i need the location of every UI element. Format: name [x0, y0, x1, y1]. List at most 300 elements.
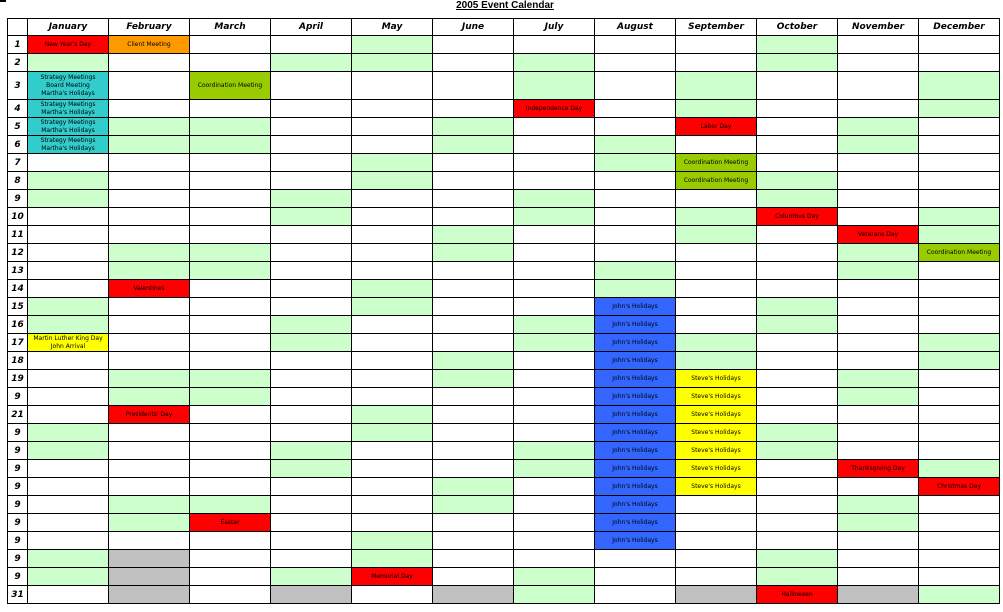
calendar-cell[interactable]	[109, 54, 190, 72]
calendar-cell[interactable]	[190, 496, 271, 514]
event-cell[interactable]	[109, 36, 190, 54]
calendar-cell[interactable]	[271, 334, 352, 352]
calendar-cell[interactable]	[757, 298, 838, 316]
calendar-cell[interactable]	[514, 316, 595, 334]
calendar-cell[interactable]	[433, 226, 514, 244]
calendar-cell[interactable]	[919, 154, 1000, 172]
calendar-cell[interactable]	[595, 72, 676, 100]
calendar-cell[interactable]	[271, 190, 352, 208]
calendar-cell[interactable]	[514, 442, 595, 460]
calendar-cell[interactable]	[919, 370, 1000, 388]
calendar-cell[interactable]	[271, 478, 352, 496]
calendar-cell[interactable]	[595, 568, 676, 586]
calendar-cell[interactable]	[676, 352, 757, 370]
calendar-cell[interactable]	[190, 424, 271, 442]
calendar-cell[interactable]	[433, 136, 514, 154]
calendar-cell[interactable]	[28, 244, 109, 262]
calendar-cell[interactable]	[190, 388, 271, 406]
calendar-cell[interactable]	[595, 586, 676, 604]
calendar-cell[interactable]	[433, 36, 514, 54]
calendar-cell[interactable]	[838, 262, 919, 280]
calendar-cell[interactable]	[352, 244, 433, 262]
calendar-cell[interactable]	[271, 154, 352, 172]
calendar-cell[interactable]	[352, 118, 433, 136]
calendar-cell[interactable]	[919, 36, 1000, 54]
calendar-cell[interactable]	[109, 334, 190, 352]
calendar-cell[interactable]	[757, 334, 838, 352]
event-cell[interactable]	[919, 244, 1000, 262]
calendar-cell[interactable]	[433, 460, 514, 478]
calendar-cell[interactable]	[190, 442, 271, 460]
calendar-cell[interactable]	[433, 550, 514, 568]
calendar-cell[interactable]	[595, 154, 676, 172]
calendar-cell[interactable]	[433, 172, 514, 190]
calendar-cell[interactable]	[109, 72, 190, 100]
calendar-cell[interactable]	[919, 54, 1000, 72]
calendar-cell[interactable]	[919, 550, 1000, 568]
calendar-cell[interactable]	[271, 532, 352, 550]
calendar-cell[interactable]	[271, 280, 352, 298]
calendar-cell[interactable]	[109, 244, 190, 262]
calendar-cell[interactable]	[190, 298, 271, 316]
calendar-cell[interactable]	[676, 334, 757, 352]
calendar-cell[interactable]	[676, 586, 757, 604]
calendar-cell[interactable]	[676, 568, 757, 586]
calendar-cell[interactable]	[757, 154, 838, 172]
calendar-cell[interactable]	[28, 370, 109, 388]
calendar-cell[interactable]	[919, 352, 1000, 370]
event-cell[interactable]	[676, 460, 757, 478]
calendar-cell[interactable]	[352, 370, 433, 388]
event-cell[interactable]	[838, 226, 919, 244]
calendar-cell[interactable]	[757, 424, 838, 442]
calendar-cell[interactable]	[514, 244, 595, 262]
calendar-cell[interactable]	[433, 54, 514, 72]
calendar-cell[interactable]	[919, 136, 1000, 154]
calendar-cell[interactable]	[352, 100, 433, 118]
calendar-cell[interactable]	[433, 532, 514, 550]
calendar-cell[interactable]	[190, 36, 271, 54]
calendar-cell[interactable]	[28, 388, 109, 406]
calendar-cell[interactable]	[433, 262, 514, 280]
calendar-cell[interactable]	[352, 352, 433, 370]
calendar-cell[interactable]	[514, 298, 595, 316]
calendar-cell[interactable]	[352, 54, 433, 72]
calendar-cell[interactable]	[757, 190, 838, 208]
calendar-cell[interactable]	[838, 316, 919, 334]
calendar-cell[interactable]	[271, 172, 352, 190]
calendar-cell[interactable]	[676, 532, 757, 550]
calendar-cell[interactable]	[271, 352, 352, 370]
calendar-cell[interactable]	[514, 424, 595, 442]
calendar-cell[interactable]	[352, 442, 433, 460]
calendar-cell[interactable]	[28, 316, 109, 334]
event-cell[interactable]	[190, 72, 271, 100]
calendar-cell[interactable]	[838, 532, 919, 550]
event-cell[interactable]	[28, 334, 109, 352]
calendar-cell[interactable]	[190, 54, 271, 72]
calendar-cell[interactable]	[514, 190, 595, 208]
calendar-cell[interactable]	[757, 550, 838, 568]
calendar-cell[interactable]	[109, 226, 190, 244]
calendar-cell[interactable]	[271, 586, 352, 604]
calendar-cell[interactable]	[757, 514, 838, 532]
calendar-cell[interactable]	[919, 262, 1000, 280]
calendar-cell[interactable]	[514, 118, 595, 136]
calendar-cell[interactable]	[433, 154, 514, 172]
calendar-cell[interactable]	[28, 442, 109, 460]
calendar-cell[interactable]	[109, 154, 190, 172]
calendar-cell[interactable]	[919, 568, 1000, 586]
calendar-cell[interactable]	[28, 460, 109, 478]
event-cell[interactable]	[595, 424, 676, 442]
calendar-cell[interactable]	[433, 316, 514, 334]
event-cell[interactable]	[595, 496, 676, 514]
calendar-cell[interactable]	[352, 36, 433, 54]
calendar-cell[interactable]	[433, 424, 514, 442]
calendar-cell[interactable]	[352, 334, 433, 352]
calendar-cell[interactable]	[109, 568, 190, 586]
calendar-cell[interactable]	[190, 226, 271, 244]
event-cell[interactable]	[676, 406, 757, 424]
calendar-cell[interactable]	[28, 532, 109, 550]
calendar-cell[interactable]	[190, 262, 271, 280]
calendar-cell[interactable]	[595, 262, 676, 280]
calendar-cell[interactable]	[919, 460, 1000, 478]
calendar-cell[interactable]	[676, 54, 757, 72]
event-cell[interactable]	[595, 334, 676, 352]
calendar-cell[interactable]	[433, 72, 514, 100]
calendar-cell[interactable]	[28, 262, 109, 280]
calendar-cell[interactable]	[595, 550, 676, 568]
calendar-cell[interactable]	[433, 568, 514, 586]
calendar-cell[interactable]	[757, 568, 838, 586]
event-cell[interactable]	[676, 154, 757, 172]
calendar-cell[interactable]	[433, 496, 514, 514]
calendar-cell[interactable]	[919, 100, 1000, 118]
calendar-cell[interactable]	[514, 478, 595, 496]
calendar-cell[interactable]	[757, 172, 838, 190]
calendar-cell[interactable]	[109, 424, 190, 442]
calendar-cell[interactable]	[28, 352, 109, 370]
calendar-cell[interactable]	[433, 586, 514, 604]
calendar-cell[interactable]	[919, 226, 1000, 244]
calendar-cell[interactable]	[28, 424, 109, 442]
calendar-cell[interactable]	[595, 208, 676, 226]
calendar-cell[interactable]	[514, 388, 595, 406]
calendar-cell[interactable]	[919, 532, 1000, 550]
calendar-cell[interactable]	[514, 280, 595, 298]
calendar-cell[interactable]	[352, 280, 433, 298]
calendar-cell[interactable]	[919, 514, 1000, 532]
calendar-cell[interactable]	[271, 54, 352, 72]
calendar-cell[interactable]	[271, 370, 352, 388]
event-cell[interactable]	[595, 298, 676, 316]
calendar-cell[interactable]	[757, 226, 838, 244]
calendar-cell[interactable]	[271, 100, 352, 118]
calendar-cell[interactable]	[838, 496, 919, 514]
calendar-cell[interactable]	[190, 118, 271, 136]
calendar-cell[interactable]	[352, 316, 433, 334]
calendar-cell[interactable]	[838, 424, 919, 442]
calendar-cell[interactable]	[109, 190, 190, 208]
calendar-cell[interactable]	[271, 568, 352, 586]
calendar-cell[interactable]	[352, 586, 433, 604]
calendar-cell[interactable]	[514, 406, 595, 424]
calendar-cell[interactable]	[271, 136, 352, 154]
calendar-cell[interactable]	[514, 460, 595, 478]
calendar-cell[interactable]	[919, 280, 1000, 298]
calendar-cell[interactable]	[838, 100, 919, 118]
calendar-cell[interactable]	[919, 442, 1000, 460]
calendar-cell[interactable]	[676, 36, 757, 54]
calendar-cell[interactable]	[514, 514, 595, 532]
calendar-cell[interactable]	[190, 154, 271, 172]
calendar-cell[interactable]	[28, 226, 109, 244]
calendar-cell[interactable]	[109, 118, 190, 136]
calendar-cell[interactable]	[190, 532, 271, 550]
calendar-cell[interactable]	[271, 424, 352, 442]
calendar-cell[interactable]	[352, 72, 433, 100]
calendar-cell[interactable]	[352, 496, 433, 514]
calendar-cell[interactable]	[757, 280, 838, 298]
event-cell[interactable]	[676, 478, 757, 496]
calendar-cell[interactable]	[676, 514, 757, 532]
calendar-cell[interactable]	[757, 388, 838, 406]
event-cell[interactable]	[28, 136, 109, 154]
calendar-cell[interactable]	[109, 532, 190, 550]
calendar-cell[interactable]	[352, 208, 433, 226]
calendar-cell[interactable]	[757, 100, 838, 118]
calendar-cell[interactable]	[919, 208, 1000, 226]
calendar-cell[interactable]	[433, 244, 514, 262]
calendar-cell[interactable]	[271, 72, 352, 100]
calendar-cell[interactable]	[838, 190, 919, 208]
calendar-cell[interactable]	[676, 208, 757, 226]
calendar-cell[interactable]	[28, 568, 109, 586]
calendar-cell[interactable]	[352, 424, 433, 442]
event-cell[interactable]	[109, 280, 190, 298]
calendar-cell[interactable]	[190, 172, 271, 190]
event-cell[interactable]	[28, 118, 109, 136]
calendar-cell[interactable]	[190, 370, 271, 388]
calendar-cell[interactable]	[676, 136, 757, 154]
calendar-cell[interactable]	[352, 532, 433, 550]
calendar-cell[interactable]	[676, 262, 757, 280]
calendar-cell[interactable]	[352, 136, 433, 154]
calendar-cell[interactable]	[190, 334, 271, 352]
calendar-cell[interactable]	[595, 244, 676, 262]
calendar-cell[interactable]	[838, 478, 919, 496]
event-cell[interactable]	[676, 370, 757, 388]
calendar-cell[interactable]	[838, 136, 919, 154]
calendar-cell[interactable]	[433, 352, 514, 370]
calendar-cell[interactable]	[109, 442, 190, 460]
calendar-cell[interactable]	[28, 54, 109, 72]
event-cell[interactable]	[676, 388, 757, 406]
calendar-cell[interactable]	[919, 334, 1000, 352]
calendar-cell[interactable]	[514, 568, 595, 586]
calendar-cell[interactable]	[838, 280, 919, 298]
calendar-cell[interactable]	[109, 136, 190, 154]
calendar-cell[interactable]	[919, 586, 1000, 604]
calendar-cell[interactable]	[271, 388, 352, 406]
calendar-cell[interactable]	[190, 406, 271, 424]
event-cell[interactable]	[595, 388, 676, 406]
event-cell[interactable]	[595, 352, 676, 370]
calendar-cell[interactable]	[109, 388, 190, 406]
calendar-cell[interactable]	[838, 172, 919, 190]
calendar-cell[interactable]	[28, 154, 109, 172]
calendar-cell[interactable]	[190, 100, 271, 118]
calendar-cell[interactable]	[190, 316, 271, 334]
calendar-cell[interactable]	[757, 36, 838, 54]
event-cell[interactable]	[109, 406, 190, 424]
calendar-cell[interactable]	[433, 478, 514, 496]
calendar-cell[interactable]	[109, 298, 190, 316]
calendar-cell[interactable]	[838, 406, 919, 424]
calendar-cell[interactable]	[433, 406, 514, 424]
calendar-cell[interactable]	[109, 262, 190, 280]
calendar-cell[interactable]	[757, 478, 838, 496]
calendar-cell[interactable]	[271, 36, 352, 54]
calendar-cell[interactable]	[514, 172, 595, 190]
calendar-cell[interactable]	[838, 244, 919, 262]
calendar-cell[interactable]	[838, 334, 919, 352]
calendar-cell[interactable]	[190, 190, 271, 208]
calendar-cell[interactable]	[919, 172, 1000, 190]
calendar-cell[interactable]	[28, 208, 109, 226]
calendar-cell[interactable]	[433, 208, 514, 226]
calendar-cell[interactable]	[595, 36, 676, 54]
calendar-cell[interactable]	[595, 172, 676, 190]
calendar-cell[interactable]	[838, 208, 919, 226]
event-cell[interactable]	[28, 36, 109, 54]
calendar-cell[interactable]	[271, 226, 352, 244]
calendar-cell[interactable]	[919, 316, 1000, 334]
calendar-cell[interactable]	[676, 190, 757, 208]
calendar-cell[interactable]	[595, 226, 676, 244]
event-cell[interactable]	[28, 72, 109, 100]
calendar-cell[interactable]	[271, 442, 352, 460]
calendar-cell[interactable]	[757, 54, 838, 72]
calendar-cell[interactable]	[757, 442, 838, 460]
calendar-cell[interactable]	[676, 280, 757, 298]
calendar-cell[interactable]	[109, 370, 190, 388]
calendar-cell[interactable]	[28, 298, 109, 316]
calendar-cell[interactable]	[433, 370, 514, 388]
calendar-cell[interactable]	[838, 442, 919, 460]
calendar-cell[interactable]	[109, 460, 190, 478]
event-cell[interactable]	[595, 532, 676, 550]
calendar-cell[interactable]	[271, 298, 352, 316]
calendar-cell[interactable]	[838, 154, 919, 172]
calendar-cell[interactable]	[271, 208, 352, 226]
event-cell[interactable]	[757, 586, 838, 604]
calendar-cell[interactable]	[109, 208, 190, 226]
calendar-cell[interactable]	[514, 226, 595, 244]
event-cell[interactable]	[190, 514, 271, 532]
calendar-cell[interactable]	[28, 280, 109, 298]
calendar-cell[interactable]	[838, 586, 919, 604]
calendar-cell[interactable]	[838, 514, 919, 532]
calendar-cell[interactable]	[433, 190, 514, 208]
calendar-cell[interactable]	[676, 100, 757, 118]
calendar-cell[interactable]	[352, 190, 433, 208]
calendar-cell[interactable]	[514, 532, 595, 550]
calendar-cell[interactable]	[514, 54, 595, 72]
calendar-cell[interactable]	[28, 478, 109, 496]
calendar-cell[interactable]	[271, 118, 352, 136]
event-cell[interactable]	[676, 442, 757, 460]
calendar-cell[interactable]	[838, 118, 919, 136]
calendar-cell[interactable]	[28, 406, 109, 424]
calendar-cell[interactable]	[28, 190, 109, 208]
calendar-cell[interactable]	[433, 388, 514, 406]
calendar-cell[interactable]	[190, 478, 271, 496]
calendar-cell[interactable]	[28, 586, 109, 604]
calendar-cell[interactable]	[838, 54, 919, 72]
calendar-cell[interactable]	[514, 352, 595, 370]
calendar-cell[interactable]	[838, 370, 919, 388]
calendar-cell[interactable]	[514, 496, 595, 514]
calendar-cell[interactable]	[757, 370, 838, 388]
calendar-cell[interactable]	[433, 334, 514, 352]
event-cell[interactable]	[595, 460, 676, 478]
calendar-cell[interactable]	[28, 550, 109, 568]
calendar-cell[interactable]	[919, 118, 1000, 136]
calendar-cell[interactable]	[676, 298, 757, 316]
calendar-cell[interactable]	[919, 72, 1000, 100]
calendar-cell[interactable]	[514, 154, 595, 172]
calendar-cell[interactable]	[676, 226, 757, 244]
calendar-cell[interactable]	[757, 316, 838, 334]
calendar-cell[interactable]	[757, 406, 838, 424]
calendar-cell[interactable]	[514, 586, 595, 604]
calendar-cell[interactable]	[757, 352, 838, 370]
calendar-cell[interactable]	[352, 226, 433, 244]
calendar-cell[interactable]	[190, 568, 271, 586]
calendar-cell[interactable]	[757, 136, 838, 154]
calendar-cell[interactable]	[109, 496, 190, 514]
calendar-cell[interactable]	[352, 478, 433, 496]
calendar-cell[interactable]	[595, 118, 676, 136]
calendar-cell[interactable]	[757, 496, 838, 514]
calendar-cell[interactable]	[838, 388, 919, 406]
calendar-cell[interactable]	[271, 244, 352, 262]
event-cell[interactable]	[676, 118, 757, 136]
calendar-cell[interactable]	[109, 100, 190, 118]
calendar-cell[interactable]	[514, 370, 595, 388]
calendar-cell[interactable]	[352, 514, 433, 532]
calendar-cell[interactable]	[514, 208, 595, 226]
calendar-cell[interactable]	[919, 424, 1000, 442]
calendar-cell[interactable]	[595, 100, 676, 118]
calendar-cell[interactable]	[919, 496, 1000, 514]
calendar-cell[interactable]	[676, 72, 757, 100]
calendar-cell[interactable]	[433, 100, 514, 118]
calendar-cell[interactable]	[514, 550, 595, 568]
calendar-cell[interactable]	[514, 36, 595, 54]
calendar-cell[interactable]	[838, 298, 919, 316]
calendar-cell[interactable]	[919, 388, 1000, 406]
calendar-cell[interactable]	[352, 460, 433, 478]
calendar-cell[interactable]	[595, 190, 676, 208]
calendar-cell[interactable]	[271, 406, 352, 424]
calendar-cell[interactable]	[676, 496, 757, 514]
calendar-cell[interactable]	[190, 208, 271, 226]
calendar-cell[interactable]	[271, 316, 352, 334]
